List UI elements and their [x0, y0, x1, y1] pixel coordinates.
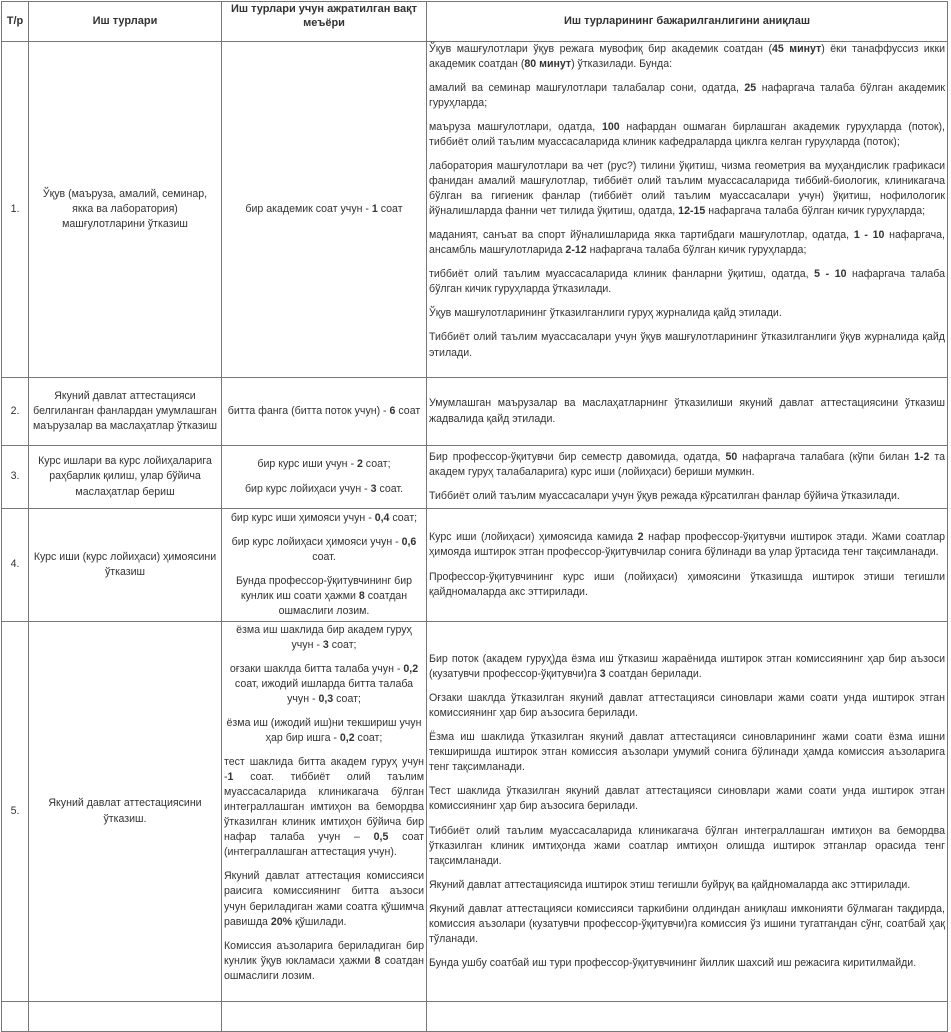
- table-row: [2, 622, 948, 1002]
- work-type-cell: Курс иши (курс лойиҳаси) ҳимоясини ўтказиш: [29, 509, 222, 622]
- row-number: 5.: [2, 622, 29, 1002]
- verification-cell: Бир профессор-ўқитувчи бир семестр давомида, одатда, 50 нафаргача талабага (кўпи билан 1-2 та академ гуруҳ талабаларига) курс иши (лойиҳаси) бериши мумкин. Тиббиёт олий таълим муассасалари учун ўқув режада кўрсатилган фанлар бўйича ўтказилади.: [427, 446, 948, 509]
- work-type-cell: [29, 1002, 222, 1032]
- row-number: 3.: [2, 446, 29, 509]
- table-row: [2, 446, 948, 509]
- header-num: Т/р: [2, 2, 29, 42]
- header-time-norm: Иш турлари учун ажратилган вақт меъёри: [222, 2, 427, 42]
- time-norm-cell: бир академик соат учун - 1 соат: [222, 42, 427, 378]
- verification-cell: Умумлашган маърузалар ва маслаҳатларнинг ўтказилиши якуний давлат аттестациясини ўтказиш жадвалида қайд этилади.: [427, 378, 948, 446]
- verification-cell: Курс иши (лойиҳаси) ҳимоясида камида 2 нафар профессор-ўқитувчи иштирок этади. Жами соатлар ҳимояда иштирок этган профессор-ўқитувчилар сонига бўлинади ва улар ўртасида тенг тақсимланади. Профессор-ўқитувчининг курс иши (лойиҳаси) ҳимоясини ўтказишда иштирок этиши тегишли қайдномаларда акс эттирилади.: [427, 509, 948, 622]
- verification-cell: [427, 1002, 948, 1032]
- time-norm-cell: бир курс иши ҳимояси учун - 0,4 соат; бир курс лойиҳаси ҳимояси учун - 0,6 соат. Бунда профессор-ўқитувчининг бир кунлик иш соати ҳажми 8 соатдан ошмаслиги лозим.: [222, 509, 427, 622]
- work-norms-table: [1, 1, 948, 1032]
- work-type-cell: Якуний давлат аттестациясини ўтказиш.: [29, 622, 222, 1002]
- row-number: [2, 1002, 29, 1032]
- table-row: [2, 1002, 948, 1032]
- time-norm-cell: бир курс иши учун - 2 соат; бир курс лойиҳаси учун - 3 соат.: [222, 446, 427, 509]
- header-work-types: Иш турлари: [29, 2, 222, 42]
- work-type-cell: Ўқув (маъруза, амалий, семинар, якка ва лаборатория) машғулотларини ўтказиш: [29, 42, 222, 378]
- work-type-cell: Курс ишлари ва курс лойиҳаларига раҳбарлик қилиш, улар бўйича маслаҳатлар бериш: [29, 446, 222, 509]
- row-number: 4.: [2, 509, 29, 622]
- table-header-row: [2, 2, 948, 42]
- row-number: 2.: [2, 378, 29, 446]
- work-type-cell: Якуний давлат аттестацияси белгиланган фанлардан умумлашган маърузалар ва маслаҳатлар ўтказиш: [29, 378, 222, 446]
- verification-cell: Бир поток (академ гуруҳ)да ёзма иш ўтказиш жараёнида иштирок этган комиссиянинг ҳар бир аъзоси (кузатувчи профессор-ўқитувчи)га 3 соатдан берилади. Оғзаки шаклда ўтказилган якуний давлат аттестацияси синовлари жами соати унда иштирок этган комиссиянинг ҳар бир аъзосига берилади. Ёзма иш шаклида ўтказилган якуний давлат аттестацияси синовларининг жами соати ёзма ишни текширишда иштирок этган комиссия аъзолари умумий сонига бўлинади ҳамда комиссия аъзоларига тенг тақсимланади. Тест шаклида ўтказилган якуний давлат аттестацияси синовлари жами соати унда иштирок этган комиссиянинг ҳар бир аъзосига берилади. Тиббиёт олий таълим муассасаларида клиникагача бўлган интеграллашган имтиҳон ва бемордва ўтказилган клиник имтиҳонда жами соатлар имтиҳон олишда иштирок этганлар орасида тенг тақсимланади. Якуний давлат аттестациясида иштирок этиш тегишли буйруқ ва қайдномаларда акс эттирилади. Якуний давлат аттестацияси комиссияси таркибини олдиндан аниқлаш имконияти бўлмаган тақдирда, комиссия аъзолари (кузатувчи профессор-ўқитувчи)га комиссия ўз ишини тугатгандан сўнг, соатбай ҳақ тўланади. Бунда ушбу соатбай иш тури профессор-ўқитувчининг йиллик шахсий иш режасига киритилмайди.: [427, 622, 948, 1002]
- verification-cell: Ўқув машғулотлари ўқув режага мувофиқ бир академик соатдан (45 минут) ёки танаффуссиз икки академик соатдан (80 минут) ўтказилади. Бунда: амалий ва семинар машғулотлари талабалар сони, одатда, 25 нафаргача талаба бўлган академик гуруҳларда; маъруза машғулотлари, одатда, 100 нафардан ошмаган бирлашган академик гуруҳларда (поток), тиббиёт олий таълим муассасаларида клиник кафедраларда циклга келган гуруҳларда (поток); лаборатория машғулотлари ва чет (рус?) тилини ўқитиш, чизма геометрия ва муҳандислик графикаси фанидан амалий машғулотлар, тиббиёт олий таълим муассасаларида тиббий-биологик, клиникагача бўлган ва гигиеник фанлар (тиббиёт олий таълим муассасалари учун) ўқитиш, нофилологик йўналишларда фанни чет тилида ўқитиш, одатда, 12-15 нафаргача талаба бўлган кичик гуруҳларда; маданият, санъат ва спорт йўналишларида якка тартибдаги машғулотлар, одатда, 1 - 10 нафаргача, ансамбль машғулотларида 2-12 нафаргача талаба бўлган кичик гуруҳларда; тиббиёт олий таълим муассасаларида клиник фанларни ўқитиш, одатда, 5 - 10 нафаргача талаба бўлган кичик гуруҳларда ўтказилади. Ўқув машғулотларининг ўтказилганлиги гуруҳ журналида қайд этилади. Тиббиёт олий таълим муассасалари учун ўқув машғулотларининг ўтказилганлиги ўқув журналида қайд этилади.: [427, 42, 948, 378]
- time-norm-cell: [222, 1002, 427, 1032]
- row-number: 1.: [2, 42, 29, 378]
- table-row: [2, 378, 948, 446]
- time-norm-cell: ёзма иш шаклида бир академ гуруҳ учун - 3 соат; оғзаки шаклда битта талаба учун - 0,2 соат, ижодий ишларда битта талаба учун - 0,3 соат; ёзма иш (ижодий иш)ни текшириш учун ҳар бир ишга - 0,2 соат; тест шаклида битта академ гуруҳ учун -1 соат. тиббиёт олий таълим муассасаларида клиникагача бўлган интеграллашган имтиҳон ва бемордва ўтказилган клиник имтиҳон бўйича бир нафар талаба учун – 0,5 соат (интеграллашган аттестация учун). Якуний давлат аттестация комиссияси раисига комиссиянинг битта аъзоси учун бериладиган жами соатга қўшимча равишда 20% қўшилади. Комиссия аъзоларига бериладиган бир кунлик ўқув юкламаси ҳажми 8 соатдан ошмаслиги лозим.: [222, 622, 427, 1002]
- table-row: [2, 509, 948, 622]
- time-norm-cell: битта фанга (битта поток учун) - 6 соат: [222, 378, 427, 446]
- table-row: [2, 42, 948, 378]
- header-verification: Иш турларининг бажарилганлигини аниқлаш: [427, 2, 948, 42]
